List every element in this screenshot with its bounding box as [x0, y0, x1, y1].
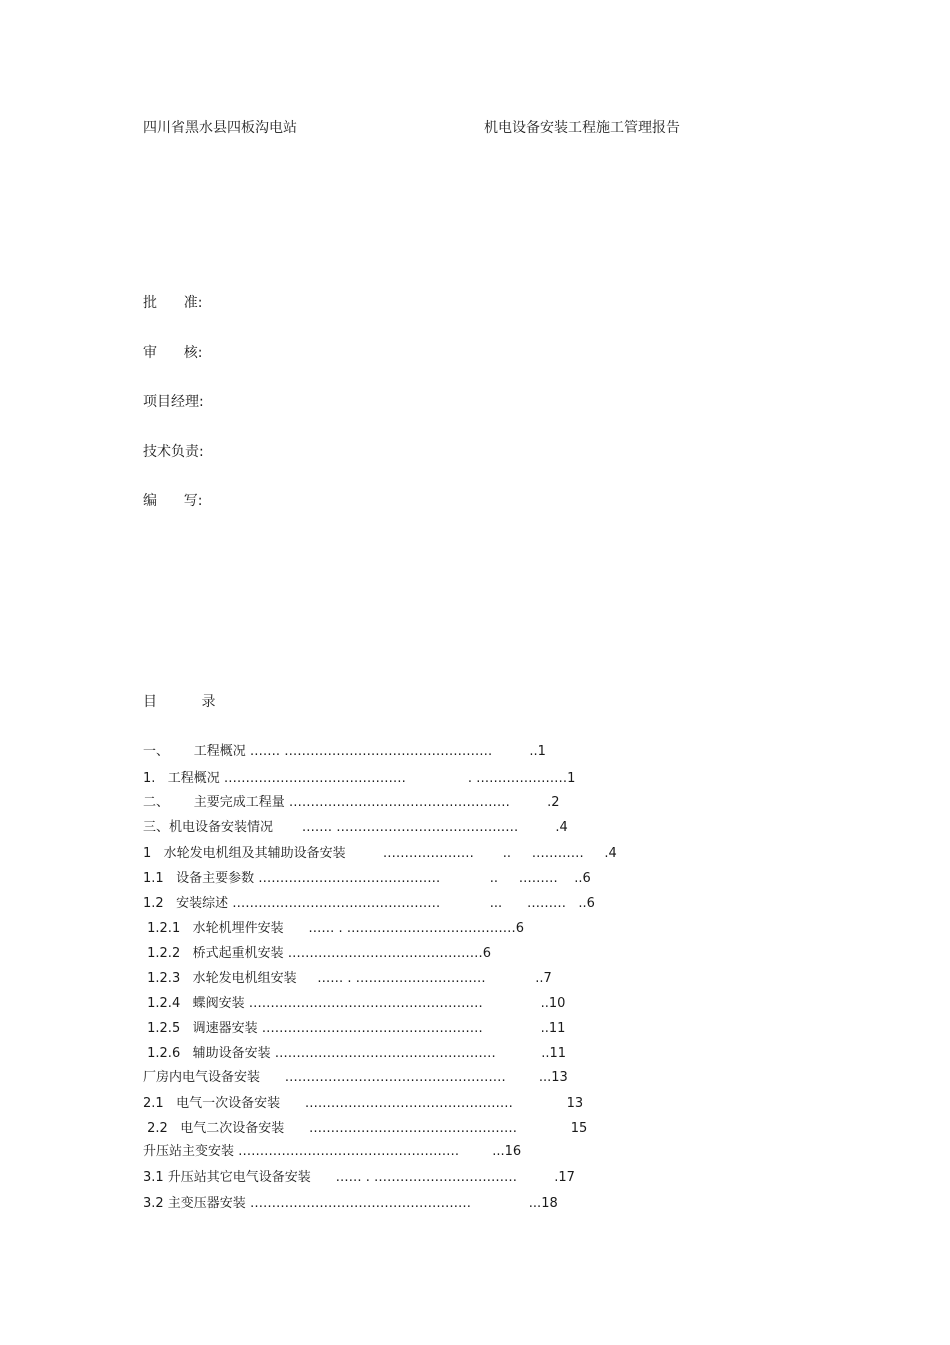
- toc-entry: 厂房内电气设备安装 …………………………………………… ...13: [143, 1070, 568, 1085]
- toc-entry: 1.2.6 辅助设备安装 …………………………………………… ..11: [143, 1046, 567, 1061]
- toc-entry: 2.1 电气一次设备安装 ………………………………………… 13: [143, 1096, 584, 1111]
- toc-entry: 一、 工程概况 ……. ………………………………………… ..1: [143, 744, 546, 759]
- toc-entry: 1.2.3 水轮发电机组安装 …… . ………………………… ..7: [143, 971, 552, 986]
- toc-entry: 1 水轮发电机组及其辅助设备安装 ………………… .. ………… .4: [143, 846, 617, 861]
- toc-entry: 1.2.4 蝶阀安装 ……………………………………………… ..10: [143, 996, 566, 1011]
- toc-entry: 1.1 设备主要参数 …………………………………… .. ……… ..6: [143, 871, 591, 886]
- signature-author: 编 写:: [143, 493, 203, 509]
- toc-entry: 1.2 安装综述 ………………………………………… ... ……… ..6: [143, 896, 595, 911]
- toc-title: 目 录: [143, 694, 216, 710]
- toc-entry: 1. 工程概况 …………………………………… . …………………1: [143, 771, 576, 786]
- toc-entry: 升压站主变安装 …………………………………………… ...16: [143, 1144, 522, 1159]
- header-left: 四川省黑水县四板沟电站: [143, 120, 297, 136]
- toc-entry: 1.2.1 水轮机埋件安装 …… . …………………………………6: [143, 921, 525, 936]
- signature-review: 审 核:: [143, 345, 203, 361]
- toc-entry: 二、 主要完成工程量 …………………………………………… .2: [143, 795, 560, 810]
- signature-approve: 批 准:: [143, 295, 203, 311]
- header-right: 机电设备安装工程施工管理报告: [484, 120, 680, 136]
- toc-entry: 3.1 升压站其它电气设备安装 …… . …………………………… .17: [143, 1170, 575, 1185]
- signature-technical-lead: 技术负责:: [143, 444, 204, 460]
- toc-entry: 2.2 电气二次设备安装 ………………………………………… 15: [143, 1121, 588, 1136]
- toc-entry: 1.2.2 桥式起重机安装 ………………………………………6: [143, 946, 492, 961]
- toc-entry: 三、机电设备安装情况 ……. …………………………………… .4: [143, 820, 568, 835]
- toc-entry: 3.2 主变压器安装 …………………………………………… ...18: [143, 1196, 558, 1211]
- signature-project-manager: 项目经理:: [143, 394, 204, 410]
- toc-entry: 1.2.5 调速器安装 …………………………………………… ..11: [143, 1021, 566, 1036]
